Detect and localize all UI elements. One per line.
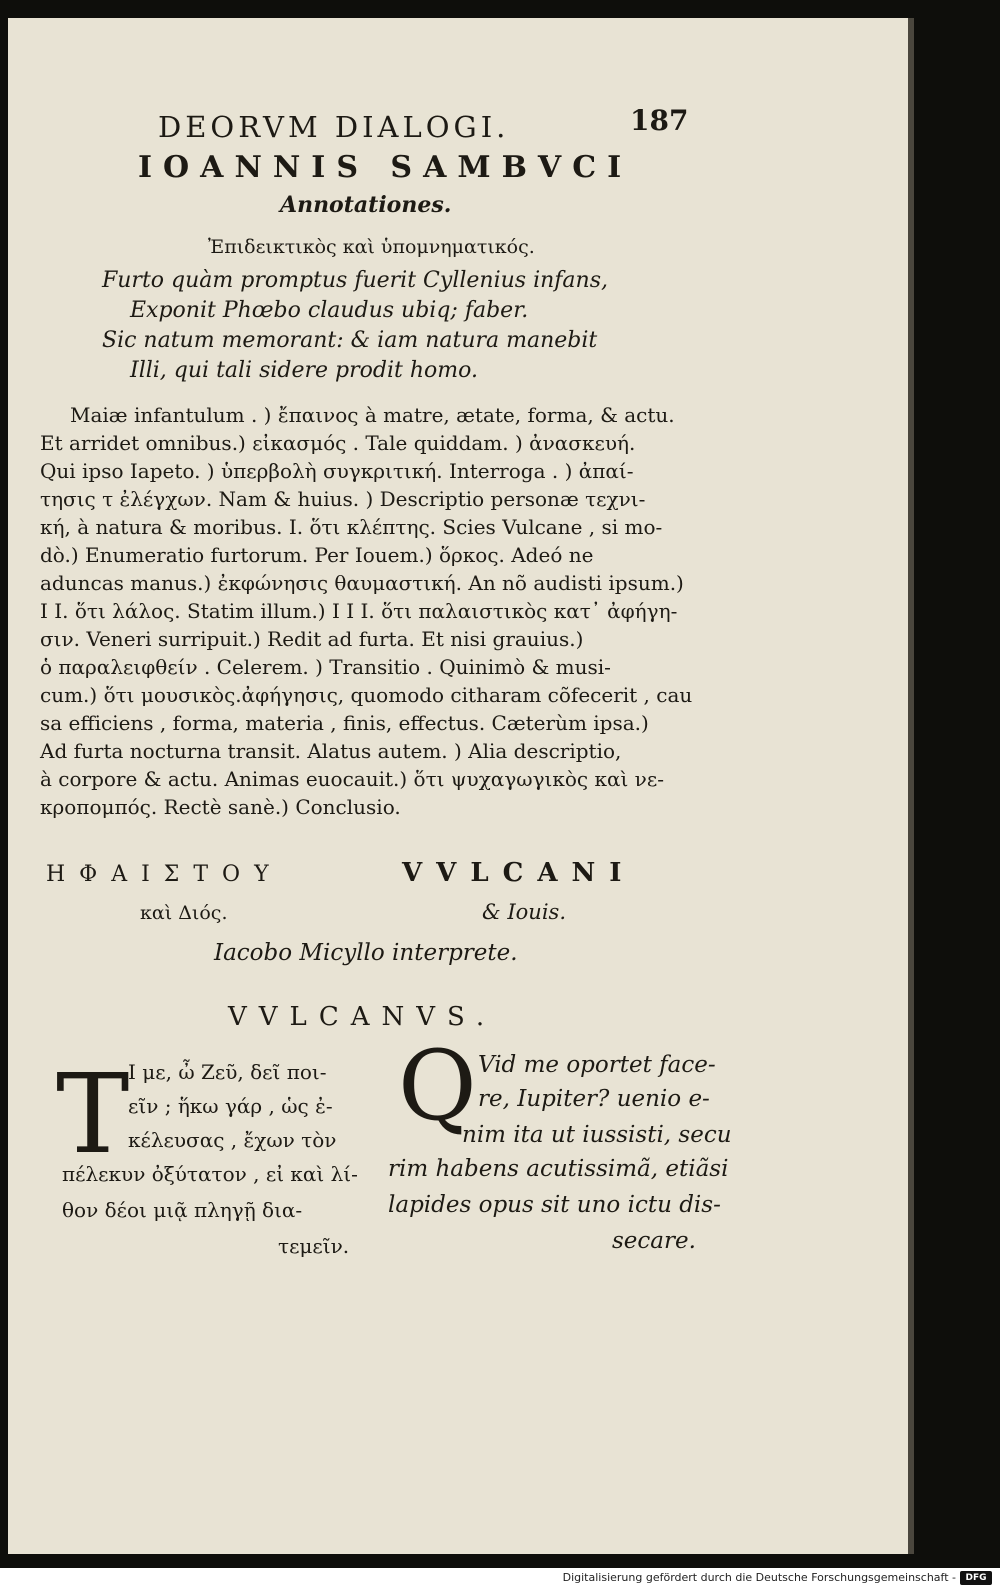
note-line: ὁ παραλειφθείν . Celerem. ) Transitio . Quinimò & musi-: [40, 655, 611, 679]
greek-line: πέλεκυν ὀξύτατον , εἰ καὶ λί-: [62, 1162, 358, 1186]
note-line: cum.) ὅτι μουσικὸς.ἀφήγησις, quomodo citharam cõfecerit , cau: [40, 683, 693, 707]
latin-line: rim habens acutissimã, etiãsi: [388, 1156, 729, 1182]
footer-credit: Digitalisierung gefördert durch die Deutsche Forschungsgemeinschaft -: [562, 1571, 956, 1584]
note-line: sa efficiens , forma, materia , finis, effectus. Cæterùm ipsa.): [40, 711, 649, 735]
note-line: dò.) Enumeratio furtorum. Per Iouem.) ὅρκος. Adeó ne: [40, 543, 594, 567]
greek-line: κέλευσας , ἔχων τὸν: [128, 1128, 337, 1152]
latin-line: lapides opus sit uno ictu dis-: [388, 1192, 721, 1218]
note-line: κροπομπός. Rectè sanè.) Conclusio.: [40, 795, 401, 819]
greek-drop-cap: T: [56, 1050, 130, 1178]
latin-drop-cap: Q: [398, 1030, 477, 1142]
interpreter-line: Iacobo Micyllo interprete.: [214, 940, 518, 966]
dfg-logo-icon: DFG: [960, 1571, 992, 1585]
greek-subtitle: καὶ Διός.: [140, 902, 228, 924]
poem-line: Exponit Phœbo claudus ubiq; faber.: [130, 298, 529, 323]
greek-line: θον δέοι μιᾷ πληγῇ δια-: [62, 1198, 303, 1222]
note-line: à corpore & actu. Animas euocauit.) ὅτι ψυχαγωγικὸς καὶ νε-: [40, 767, 664, 791]
note-line: I I. ὅτι λάλος. Statim illum.) I I I. ὅτι παλαιστικὸς κατ᾽ ἀφήγη-: [40, 599, 678, 623]
latin-line: secare.: [612, 1228, 696, 1254]
latin-line: nim ita ut iussisti, secu: [462, 1122, 732, 1148]
greek-title: ΗΦΑΙΣΤΟΥ: [46, 862, 283, 887]
running-title: DEORVM DIALOGI.: [158, 110, 510, 144]
note-line: σιν. Veneri surripuit.) Redit ad furta. Et nisi grauius.): [40, 627, 584, 651]
page-number: 187: [630, 104, 689, 137]
note-line: Maiæ infantulum . ) ἔπαινος à matre, ætate, forma, & actu.: [70, 403, 675, 427]
greek-line: εῖν ; ἥκω γάρ , ὡς ἐ-: [128, 1094, 333, 1118]
annotations-heading: Annotationes.: [280, 192, 452, 218]
note-line: κή, à natura & moribus. I. ὅτι κλέπτης. Scies Vulcane , si mo-: [40, 515, 663, 539]
greek-line: Ι με, ὦ Ζεῦ, δεῖ ποι-: [128, 1060, 327, 1084]
greek-heading: Ἐπιδεικτικὸς καὶ ὑπομνηματικός.: [208, 236, 535, 258]
latin-title: VVLCANI: [402, 858, 636, 888]
poem-line: Illi, qui tali sidere prodit homo.: [130, 358, 478, 383]
note-line: aduncas manus.) ἐκφώνησις θαυμαστική. An nõ audisti ipsum.): [40, 571, 684, 595]
note-line: Et arridet omnibus.) εἰκασμός . Tale quiddam. ) ἀνασκευή.: [40, 431, 636, 455]
greek-line: τεμεῖν.: [278, 1234, 350, 1258]
note-line: Ad furta nocturna transit. Alatus autem. ) Alia descriptio,: [40, 739, 622, 763]
note-line: Qui ipso Iapeto. ) ὑπερβολὴ συγκριτική. Interroga . ) ἀπαί-: [40, 459, 634, 483]
speaker-heading: VVLCANVS.: [228, 1002, 497, 1032]
note-line: τησις τ ἐλέγχων. Nam & huius. ) Descriptio personæ τεχνι-: [40, 487, 646, 511]
author-heading: IOANNIS SAMBVCI: [138, 150, 633, 185]
poem-line: Furto quàm promptus fuerit Cyllenius infans,: [102, 268, 608, 293]
latin-line: Vid me oportet face-: [478, 1052, 716, 1078]
page-edge: [908, 18, 914, 1554]
latin-subtitle: & Iouis.: [482, 900, 566, 924]
poem-line: Sic natum memorant: & iam natura manebit: [102, 328, 598, 353]
footer-bar: [0, 1568, 1000, 1590]
latin-line: re, Iupiter? uenio e-: [478, 1086, 710, 1112]
